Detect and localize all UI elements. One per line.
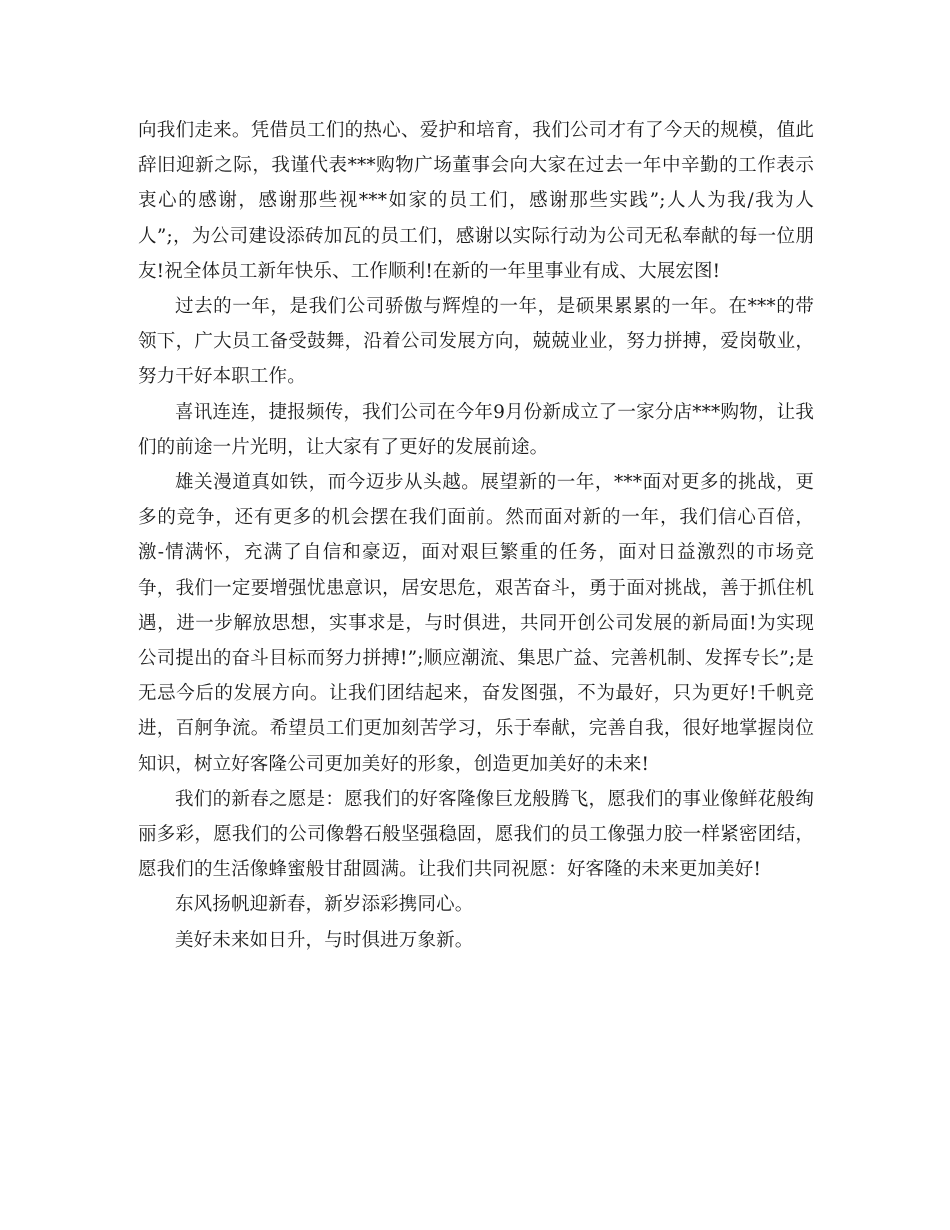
paragraph: 美好未来如日升，与时俱进万象新。 <box>175 929 474 951</box>
paragraph: 喜讯连连，捷报频传，我们公司在今年9月份新成立了一家分店***购物，让我们的前途一片光明，让大家有了更好的发展前途。 <box>138 401 814 458</box>
document-body <box>138 113 814 958</box>
paragraph: 过去的一年，是我们公司骄傲与辉煌的一年，是硕果累累的一年。在***的带领下，广大员工备受鼓舞，沿着公司发展方向，兢兢业业，努力拼搏，爱岗敬业，努力干好本职工作。 <box>138 296 814 388</box>
paragraph: 我们的新春之愿是：愿我们的好客隆像巨龙般腾飞，愿我们的事业像鲜花般绚丽多彩，愿我们的公司像磐石般坚强稳固，愿我们的员工像强力胶一样紧密团结，愿我们的生活像蜂蜜般甘甜圆满。让我们共同祝愿：好客隆的未来更加美好! <box>138 788 814 881</box>
paragraph: 东风扬帆迎新春，新岁添彩携同心。 <box>175 894 474 916</box>
paragraph: 向我们走来。凭借员工们的热心、爱护和培育，我们公司才有了今天的规模，值此辞旧迎新之际，我谨代表***购物广场董事会向大家在过去一年中辛勤的工作表示衷心的感谢，感谢那些视***如家的员工们，感谢那些实践”;人人为我/我为人人”;，为公司建设添砖加瓦的员工们，感谢以实际行动为公司无私奉献的每一位朋友!祝全体员工新年快乐、工作顺利!在新的一年里事业有成、大展宏图! <box>138 120 814 282</box>
paragraph: 雄关漫道真如铁，而今迈步从头越。展望新的一年，***面对更多的挑战，更多的竞争，还有更多的机会摆在我们面前。然而面对新的一年，我们信心百倍，激-情满怀，充满了自信和豪迈，面对艰巨繁重的任务，面对日益激烈的市场竞争，我们一定要增强忧患意识，居安思危，艰苦奋斗，勇于面对挑战，善于抓住机遇，进一步解放思想，实事求是，与时俱进，共同开创公司发展的新局面!为实现公司提出的奋斗目标而努力拼搏!”;顺应潮流、集思广益、完善机制、发挥专长”;是无忌今后的发展方向。让我们团结起来，奋发图强，不为最好，只为更好!千帆竞进，百舸争流。希望员工们更加刻苦学习，乐于奉献，完善自我，很好地掌握岗位知识，树立好客隆公司更加美好的形象，创造更加美好的未来! <box>138 472 814 775</box>
